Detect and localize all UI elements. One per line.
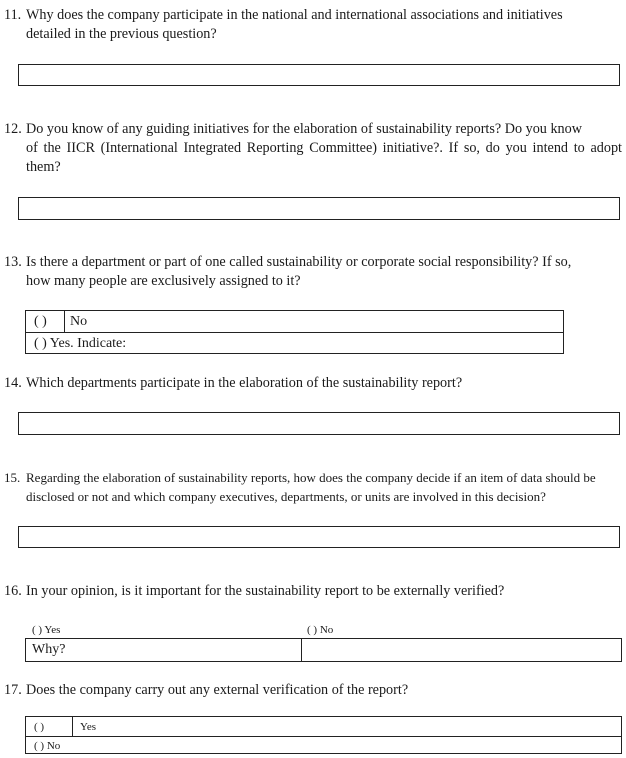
question-12 [4, 120, 622, 177]
q17-row-no[interactable] [26, 737, 621, 754]
why-label: Why? [32, 642, 66, 657]
q13-row-no[interactable] [26, 311, 563, 333]
q13-row-yes[interactable] [26, 333, 563, 354]
question-text-cont: how many people are exclusively assigned to it? [26, 273, 301, 289]
question-number: 15. [4, 470, 21, 485]
question-text: Is there a department or part of one called sustainability or corporate social responsibility? If so, [26, 254, 572, 270]
answer-box-11[interactable] [18, 64, 620, 86]
question-number: 13. [4, 254, 22, 270]
question-16 [4, 582, 622, 601]
q17-options-table [25, 716, 622, 754]
question-text-cont: detailed in the previous question? [26, 26, 217, 42]
q13-options-table [25, 310, 564, 354]
question-text: Do you know of any guiding initiatives for the elaboration of sustainability reports? Do you know [26, 121, 582, 137]
question-number: 14. [4, 375, 22, 391]
option-no-label: No [70, 313, 88, 329]
q17-row-yes[interactable] [26, 717, 621, 737]
option-no-label: ( ) No [34, 739, 61, 752]
question-17 [4, 681, 622, 700]
divider [72, 717, 73, 736]
question-number: 16. [4, 583, 22, 599]
question-text: Which departments participate in the elaboration of the sustainability report? [26, 375, 463, 391]
option-no[interactable]: ( ) No [307, 624, 334, 636]
divider [301, 639, 302, 661]
question-text: Regarding the elaboration of sustainability reports, how does the company decide if an item of data should be [26, 470, 596, 485]
question-text-cont: of the IICR (International Integrated Reporting Committee) initiative?. If so, do you intend to adopt them? [26, 140, 622, 175]
answer-box-14[interactable] [18, 412, 620, 435]
divider [64, 311, 65, 332]
question-text: In your opinion, is it important for the sustainability report to be externally verified? [26, 583, 505, 599]
question-11 [4, 6, 622, 44]
answer-box-12[interactable] [18, 197, 620, 220]
option-yes-label: Yes [80, 720, 97, 733]
option-yes[interactable]: ( ) Yes [32, 624, 61, 636]
why-answer-field[interactable] [303, 639, 621, 661]
checkbox[interactable]: ( ) [34, 313, 47, 329]
option-yes-label: ( ) Yes. Indicate: [34, 335, 127, 351]
question-14 [4, 374, 622, 393]
question-number: 12. [4, 121, 22, 137]
question-number: 11. [4, 7, 22, 23]
question-13 [4, 253, 622, 291]
checkbox[interactable]: ( ) [34, 720, 45, 733]
q16-why-table [25, 638, 622, 662]
question-15 [4, 468, 622, 506]
answer-box-15[interactable] [18, 526, 620, 548]
question-text: Does the company carry out any external verification of the report? [26, 682, 409, 698]
question-number: 17. [4, 682, 22, 698]
question-text-cont: disclosed or not and which company executives, departments, or units are involved in this decision? [26, 489, 546, 504]
question-text: Why does the company participate in the national and international associations and initiatives [26, 7, 563, 23]
